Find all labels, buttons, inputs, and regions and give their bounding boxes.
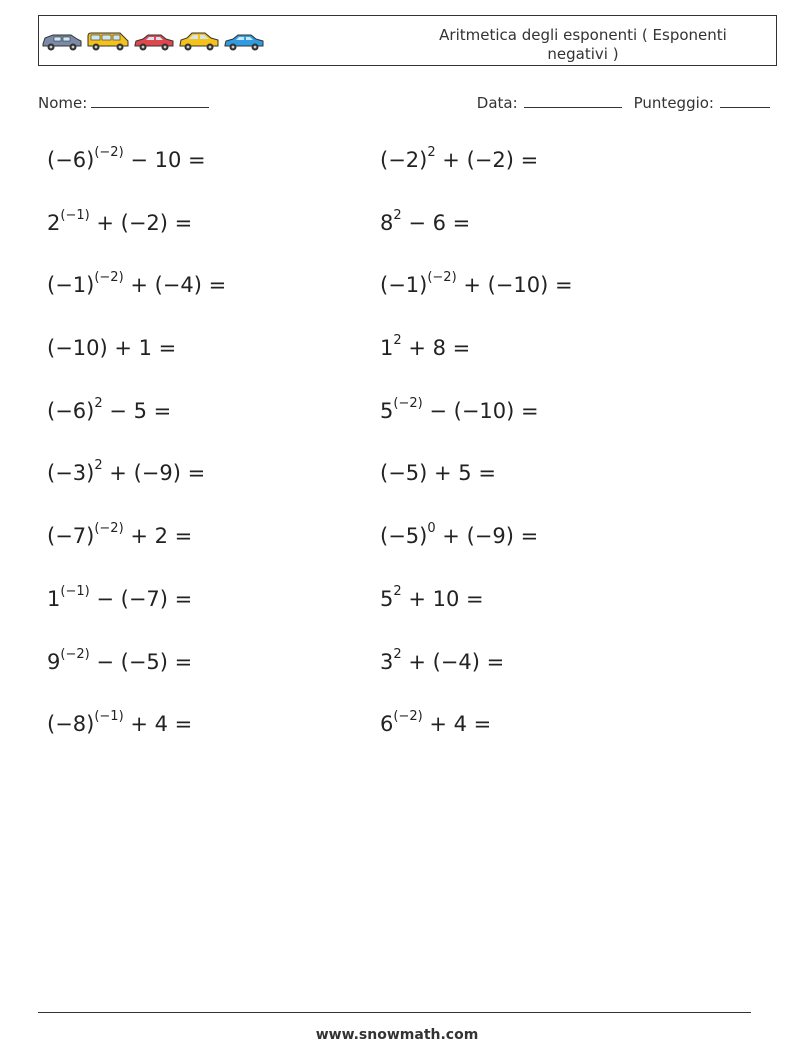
problem-exponent: (−1) — [60, 583, 90, 599]
problem-right — [380, 521, 538, 551]
problem-exponent: (−2) — [393, 395, 423, 411]
problem-left — [47, 647, 192, 677]
problem-row — [47, 709, 747, 772]
problem-base: 6 — [380, 712, 394, 737]
problem-base: 3 — [380, 649, 394, 674]
score-label: Punteggio: — [633, 94, 714, 112]
problem-base: (−10) + 1 = — [47, 336, 177, 361]
problem-right — [380, 208, 470, 238]
problem-row — [47, 333, 747, 396]
problem-exponent: (−2) — [60, 646, 90, 662]
worksheet-title: Aritmetica degli esponenti ( Esponenti negativi ) — [439, 26, 727, 63]
problem-right — [380, 333, 470, 363]
car-icons — [41, 30, 265, 52]
problem-base: 1 — [47, 586, 61, 611]
problem-exponent: (−2) — [94, 145, 124, 160]
problem-base: 1 — [380, 336, 394, 361]
problem-rest: + 8 = — [401, 336, 471, 361]
problem-exponent: (−1) — [94, 709, 124, 725]
car-icon — [133, 30, 175, 52]
problem-base: (−8) — [47, 712, 95, 737]
footer-url: www.snowmath.com — [315, 1027, 479, 1043]
problem-row — [47, 584, 747, 647]
problem-rest: − 6 = — [401, 210, 471, 235]
problem-base: (−6) — [47, 398, 95, 423]
problem-exponent: 2 — [94, 458, 103, 474]
problem-exponent: (−2) — [393, 709, 423, 725]
problem-exponent: 2 — [393, 207, 402, 223]
problem-row — [47, 647, 747, 710]
problem-rest: + (−4) = — [123, 273, 227, 298]
problem-base: (−6) — [47, 148, 95, 172]
problem-row — [47, 521, 747, 584]
problem-rest: + (−10) = — [456, 273, 573, 298]
problem-right — [380, 647, 504, 677]
problem-left — [47, 458, 205, 488]
problem-rest: − (−7) = — [89, 586, 193, 611]
problem-base: (−3) — [47, 461, 95, 486]
problem-rest: + (−9) = — [102, 461, 206, 486]
problem-left — [47, 333, 176, 363]
problem-right — [380, 584, 484, 614]
problem-rest: + (−2) = — [435, 148, 539, 172]
problem-exponent: (−2) — [94, 521, 124, 537]
problem-left — [47, 396, 171, 426]
problem-right — [380, 709, 491, 739]
problem-rest: − 5 = — [102, 398, 172, 423]
problem-exponent: 2 — [393, 333, 402, 349]
problem-base: 5 — [380, 398, 394, 423]
problem-base: 8 — [380, 210, 394, 235]
problem-row — [47, 208, 747, 271]
problem-base: (−1) — [380, 273, 428, 298]
problem-base: (−2) — [380, 148, 428, 172]
problem-rest: + 10 = — [401, 586, 484, 611]
problem-left — [47, 270, 226, 300]
problem-exponent: 2 — [393, 646, 402, 662]
car-icon — [223, 30, 265, 52]
problem-rest: + (−2) = — [89, 210, 193, 235]
problem-right — [380, 145, 538, 175]
date-label: Data: — [476, 94, 518, 112]
footer-divider — [38, 1012, 751, 1013]
name-label: Nome: — [38, 94, 88, 112]
van-icon — [86, 30, 130, 52]
problem-exponent: 2 — [393, 583, 402, 599]
problem-rest: − 10 = — [123, 148, 206, 172]
problem-rest: + 4 = — [123, 712, 193, 737]
date-score-fields — [477, 93, 770, 112]
problem-base: 2 — [47, 210, 61, 235]
name-blank — [91, 93, 209, 108]
problem-exponent: (−2) — [427, 270, 457, 286]
problem-row — [47, 270, 747, 333]
problem-left — [47, 584, 192, 614]
problem-left — [47, 208, 192, 238]
problem-base: (−1) — [47, 273, 95, 298]
problem-exponent: (−2) — [94, 270, 124, 286]
problem-base: 5 — [380, 586, 394, 611]
problem-left — [47, 709, 192, 739]
problem-right — [380, 458, 496, 488]
problem-left — [47, 521, 192, 551]
problem-right — [380, 396, 539, 426]
problem-base: (−5) — [380, 524, 428, 549]
problem-left — [47, 145, 206, 175]
problem-right — [380, 270, 573, 300]
worksheet-header — [38, 15, 777, 66]
problem-grid — [47, 145, 747, 772]
problem-rest: − (−10) = — [422, 398, 539, 423]
problem-exponent: 0 — [427, 521, 436, 537]
problem-rest: + (−4) = — [401, 649, 505, 674]
problem-base: 9 — [47, 649, 61, 674]
problem-exponent: 2 — [427, 145, 436, 160]
problem-rest: + 4 = — [422, 712, 492, 737]
problem-exponent: 2 — [94, 395, 103, 411]
problem-base: (−7) — [47, 524, 95, 549]
problem-row — [47, 396, 747, 459]
problem-row — [47, 145, 747, 208]
problem-rest: + 2 = — [123, 524, 193, 549]
date-blank — [524, 93, 622, 108]
problem-exponent: (−1) — [60, 207, 90, 223]
problem-row — [47, 458, 747, 521]
score-blank — [720, 93, 770, 108]
problem-rest: + (−9) = — [435, 524, 539, 549]
car-icon — [41, 30, 83, 52]
car-icon — [178, 30, 220, 52]
problem-base: (−5) + 5 = — [380, 461, 496, 486]
name-field — [38, 93, 209, 112]
problem-rest: − (−5) = — [89, 649, 193, 674]
